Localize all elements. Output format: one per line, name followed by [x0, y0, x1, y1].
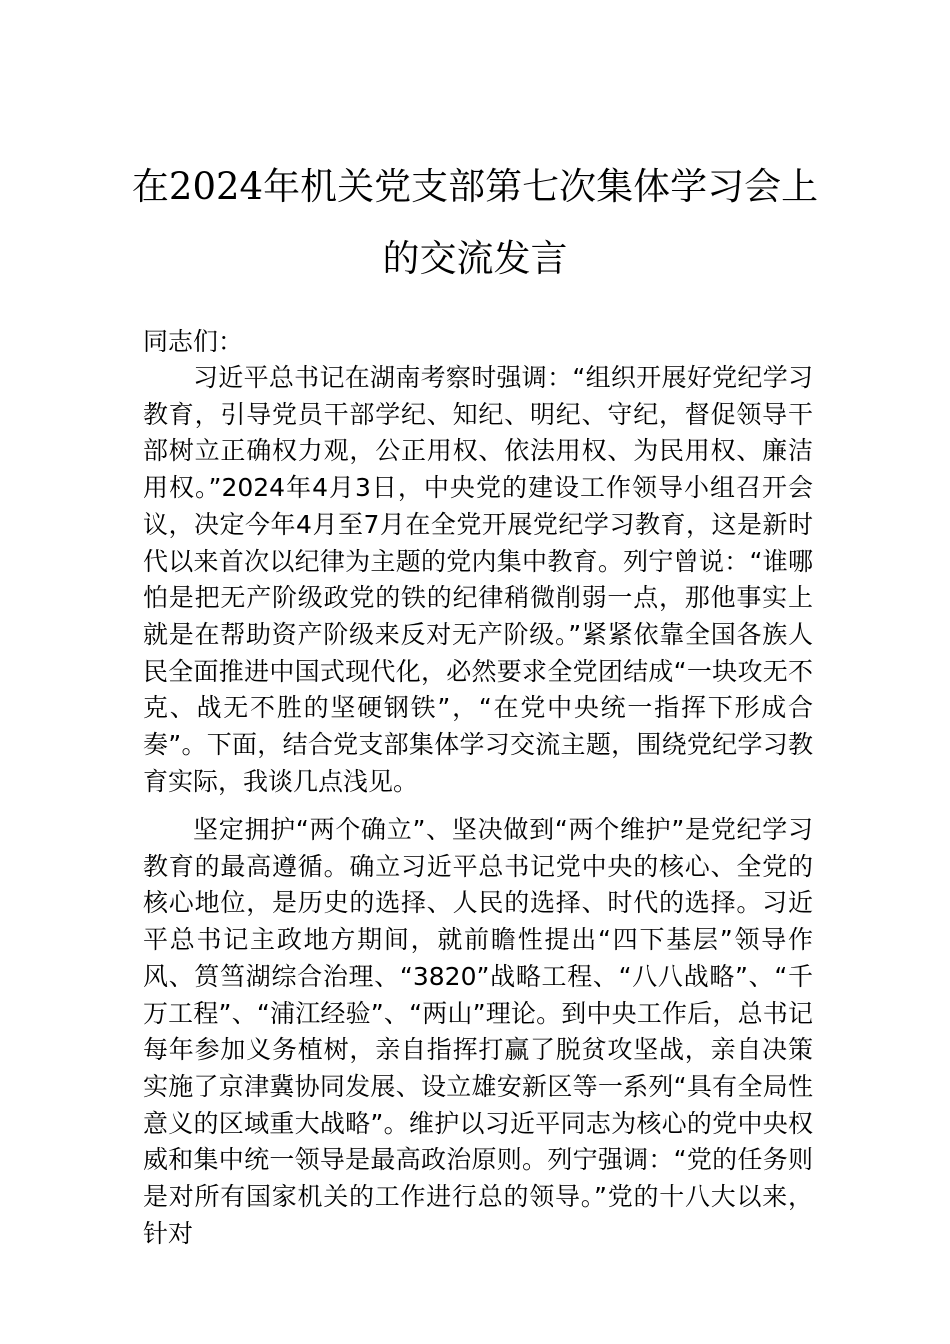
document-title-line-2: 的交流发言 — [382, 237, 568, 280]
body-paragraph-1: 习近平总书记在湖南考察时强调：“组织开展好党纪学习教育，引导党员干部学纪、知纪、明纪、守纪，督促领导干部树立正确权力观，公正用权、依法用权、为民用权、廉洁用权。”2024年4月3日，中央党的建设工作领导小组召开会议，决定今年4月至7月在全党开展党纪学习教育，这是新时代以来首次以纪律为主题的党内集中教育。列宁曾说：“谁哪怕是把无产阶级政党的铁的纪律稍微削弱一点，那他事实上就是在帮助资产阶级来反对无产阶级。”紧紧依靠全国各族人民全面推进中国式现代化，必然要求全党团结成“一块攻无不克、战无不胜的坚硬钢铁”，“在党中央统一指挥下形成合奏”。下面，结合党支部集体学习交流主题，围绕党纪学习教育实际，我谈几点浅见。 — [143, 363, 813, 796]
salutation: 同志们： — [143, 327, 244, 356]
document-title-line-1: 在2024年机关党支部第七次集体学习会上 — [131, 165, 819, 208]
body-paragraph-2: 坚定拥护“两个确立”、坚决做到“两个维护”是党纪学习教育的最高遵循。确立习近平总书记党中央的核心、全党的核心地位，是历史的选择、人民的选择、时代的选择。习近平总书记主政地方期间，就前瞻性提出“四下基层”领导作风、筼筜湖综合治理、“3820”战略工程、“八八战略”、“千万工程”、“浦江经验”、“两山”理论。到中央工作后，总书记每年参加义务植树，亲自指挥打赢了脱贫攻坚战，亲自决策实施了京津冀协同发展、设立雄安新区等一系列“具有全局性意义的区域重大战略”。维护以习近平同志为核心的党中央权威和集中统一领导是最高政治原则。列宁强调：“党的任务则是对所有国家机关的工作进行总的领导。”党的十八大以来，针对 — [143, 815, 813, 1248]
